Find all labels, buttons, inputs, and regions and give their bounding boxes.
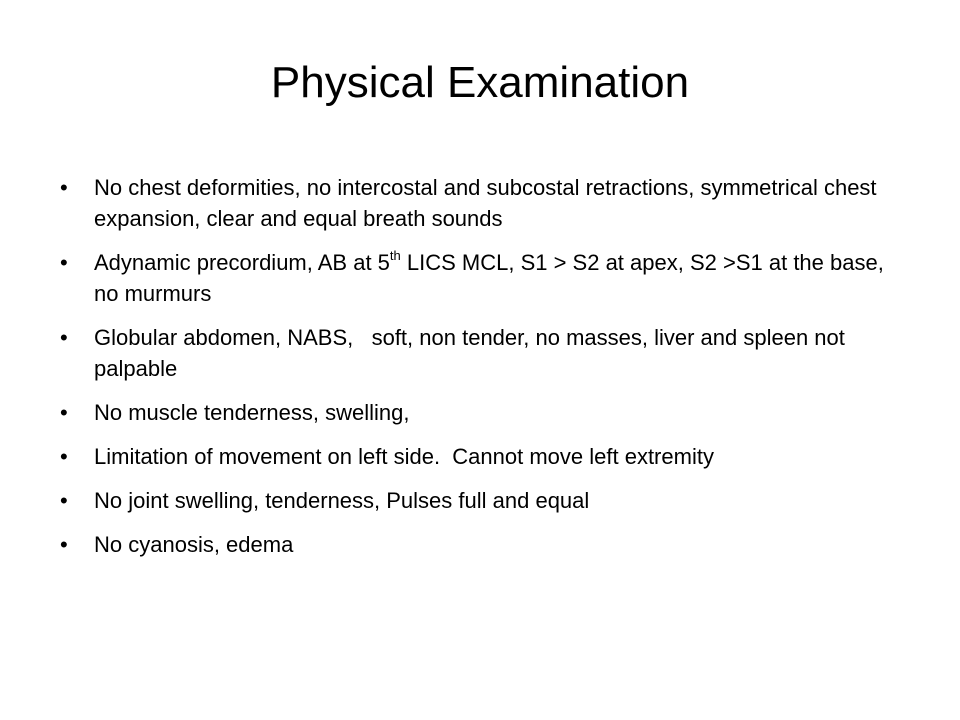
list-item (58, 529, 898, 560)
bullet-icon: • (60, 488, 68, 513)
slide-title: Physical Examination (270, 58, 690, 107)
bullet-text: No chest deformities, no intercostal and subcostal retractions, symmetrical chest expansion, clear and equal breath sounds (94, 175, 877, 231)
bullet-icon: • (60, 532, 68, 557)
bullet-text-post: LICS MCL, S1 > S2 at apex, S2 >S1 at the base, no murmurs (94, 250, 884, 306)
bullet-icon: • (60, 250, 68, 275)
bullet-text: No cyanosis, edema (94, 532, 294, 557)
bullet-icon: • (60, 444, 68, 469)
bullet-icon: • (60, 400, 68, 425)
bullet-icon: • (60, 325, 68, 350)
list-item (58, 441, 898, 472)
bullet-text: No joint swelling, tenderness, Pulses full and equal (94, 488, 590, 513)
list-item (58, 397, 898, 428)
bullet-text: Globular abdomen, NABS, soft, non tender, no masses, liver and spleen not palpable (94, 325, 852, 381)
list-item (58, 172, 898, 234)
bullet-text: Limitation of movement on left side. Cannot move left extremity (94, 444, 714, 469)
list-item (58, 247, 898, 309)
bullet-text: No muscle tenderness, swelling, (94, 400, 410, 425)
list-item (58, 485, 898, 516)
bullet-text-pre: Adynamic precordium, AB at 5 (94, 250, 390, 275)
bullet-list (58, 172, 898, 573)
list-item (58, 322, 898, 384)
bullet-icon: • (60, 175, 68, 200)
bullet-text (94, 247, 884, 306)
ordinal-superscript: th (389, 247, 401, 263)
